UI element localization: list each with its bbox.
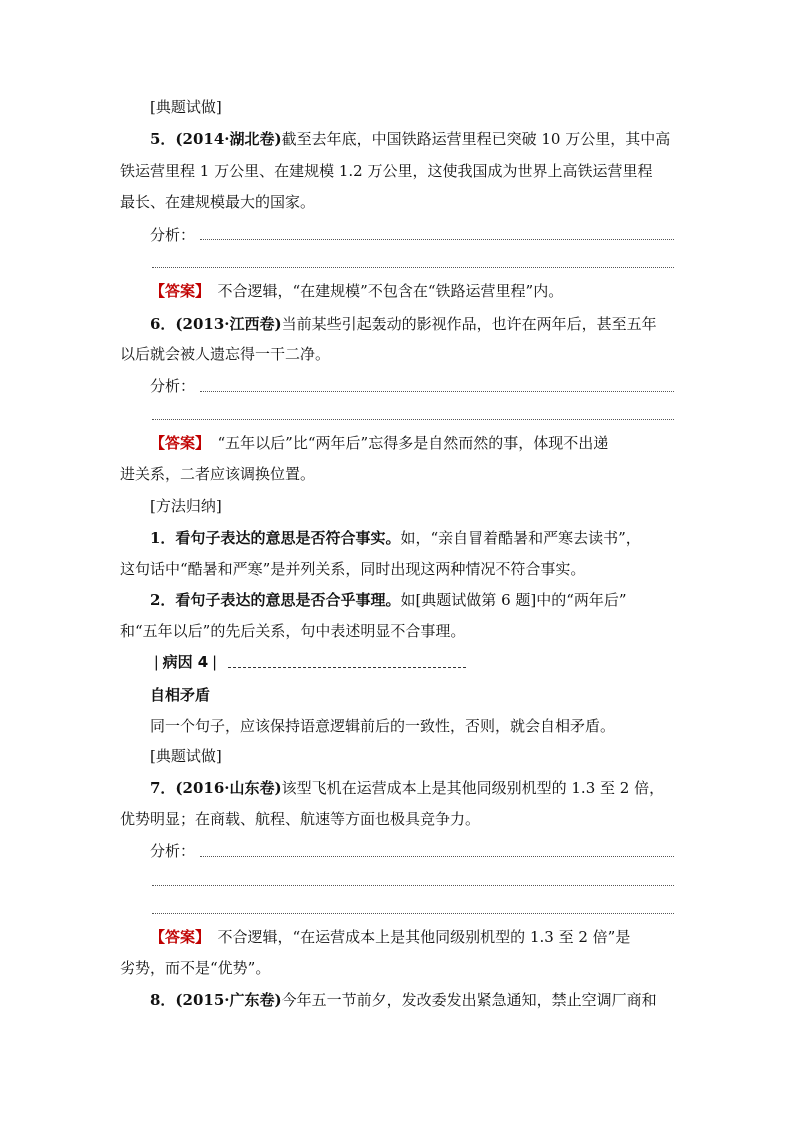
section-tag-practice: [典题试做] [150,98,222,116]
answer-blank-line[interactable] [200,239,674,240]
answer-7-line-1: 【答案】 不合逻辑，“在运营成本上是其他同级别机型的 1.3 至 2 倍”是 [150,928,631,946]
answer-label: 【答案】 [150,928,203,946]
method-1-line-1: 1．看句子表达的意思是否符合事实。如，“亲自冒着酷暑和严寒去读书”， [150,529,641,547]
question-5-line-3: 最长、在建规模最大的国家。 [120,193,316,211]
question-5-line-2: 铁运营里程 1 万公里、在建规模 1.2 万公里，这使我国成为世界上高铁运营里程 [120,162,653,180]
question-7-line-1: 7．(2016·山东卷)该型飞机在运营成本上是其他同级别机型的 1.3 至 2 倍， [150,779,665,797]
question-7-number: 7．(2016·山东卷) [150,779,282,797]
answer-6-line-2: 进关系，二者应该调换位置。 [120,465,316,483]
sub-description: 同一个句子，应该保持语意逻辑前后的一致性，否则，就会自相矛盾。 [150,717,616,735]
section-tag-practice: [典题试做] [150,747,222,765]
method-1-line-2: 这句话中“酷暑和严寒”是并列关系，同时出现这两种情况不符合事实。 [120,560,586,578]
answer-label: 【答案】 [150,282,203,300]
question-6-number: 6．(2013·江西卷) [150,315,282,333]
answer-5: 【答案】 不合逻辑，“在建规模”不包含在“铁路运营里程”内。 [150,282,564,300]
question-5-number: 5．(2014·湖北卷) [150,130,282,148]
section-heading-divider [228,667,466,668]
question-5-line-1: 5．(2014·湖北卷)截至去年底，中国铁路运营里程已突破 10 万公里，其中高 [150,130,671,148]
section-tag-method: [方法归纳] [150,497,222,515]
analysis-label: 分析： [150,377,196,395]
answer-blank-line[interactable] [152,267,674,268]
answer-blank-line[interactable] [152,419,674,420]
answer-blank-line[interactable] [200,856,674,857]
question-7-line-2: 优势明显；在商载、航程、航速等方面也极具竞争力。 [120,810,481,828]
sub-title-self-contradiction: 自相矛盾 [150,686,211,704]
answer-7-line-2: 劣势，而不是“优势”。 [120,959,271,977]
analysis-label: 分析： [150,226,196,244]
question-6-line-1: 6．(2013·江西卷)当前某些引起轰动的影视作品，也许在两年后，甚至五年 [150,315,657,333]
question-8-line-1: 8．(2015·广东卷)今年五一节前夕，发改委发出紧急通知，禁止空调厂商和 [150,991,657,1009]
answer-label: 【答案】 [150,434,203,452]
analysis-label: 分析： [150,842,196,860]
answer-blank-line[interactable] [152,885,674,886]
method-2-line-1: 2．看句子表达的意思是否合乎事理。如[典题试做第 6 题]中的“两年后” [150,591,627,609]
question-6-line-2: 以后就会被人遗忘得一干二净。 [120,345,331,363]
answer-blank-line[interactable] [200,391,674,392]
question-8-number: 8．(2015·广东卷) [150,991,282,1009]
method-2-line-2: 和“五年以后”的先后关系，句中表述明显不合事理。 [120,622,466,640]
section-heading-cause-4: ❘病因 4❘ [150,653,221,671]
answer-6-line-1: 【答案】 “五年以后”比“两年后”忘得多是自然而然的事，体现不出递 [150,434,609,452]
answer-blank-line[interactable] [152,913,674,914]
